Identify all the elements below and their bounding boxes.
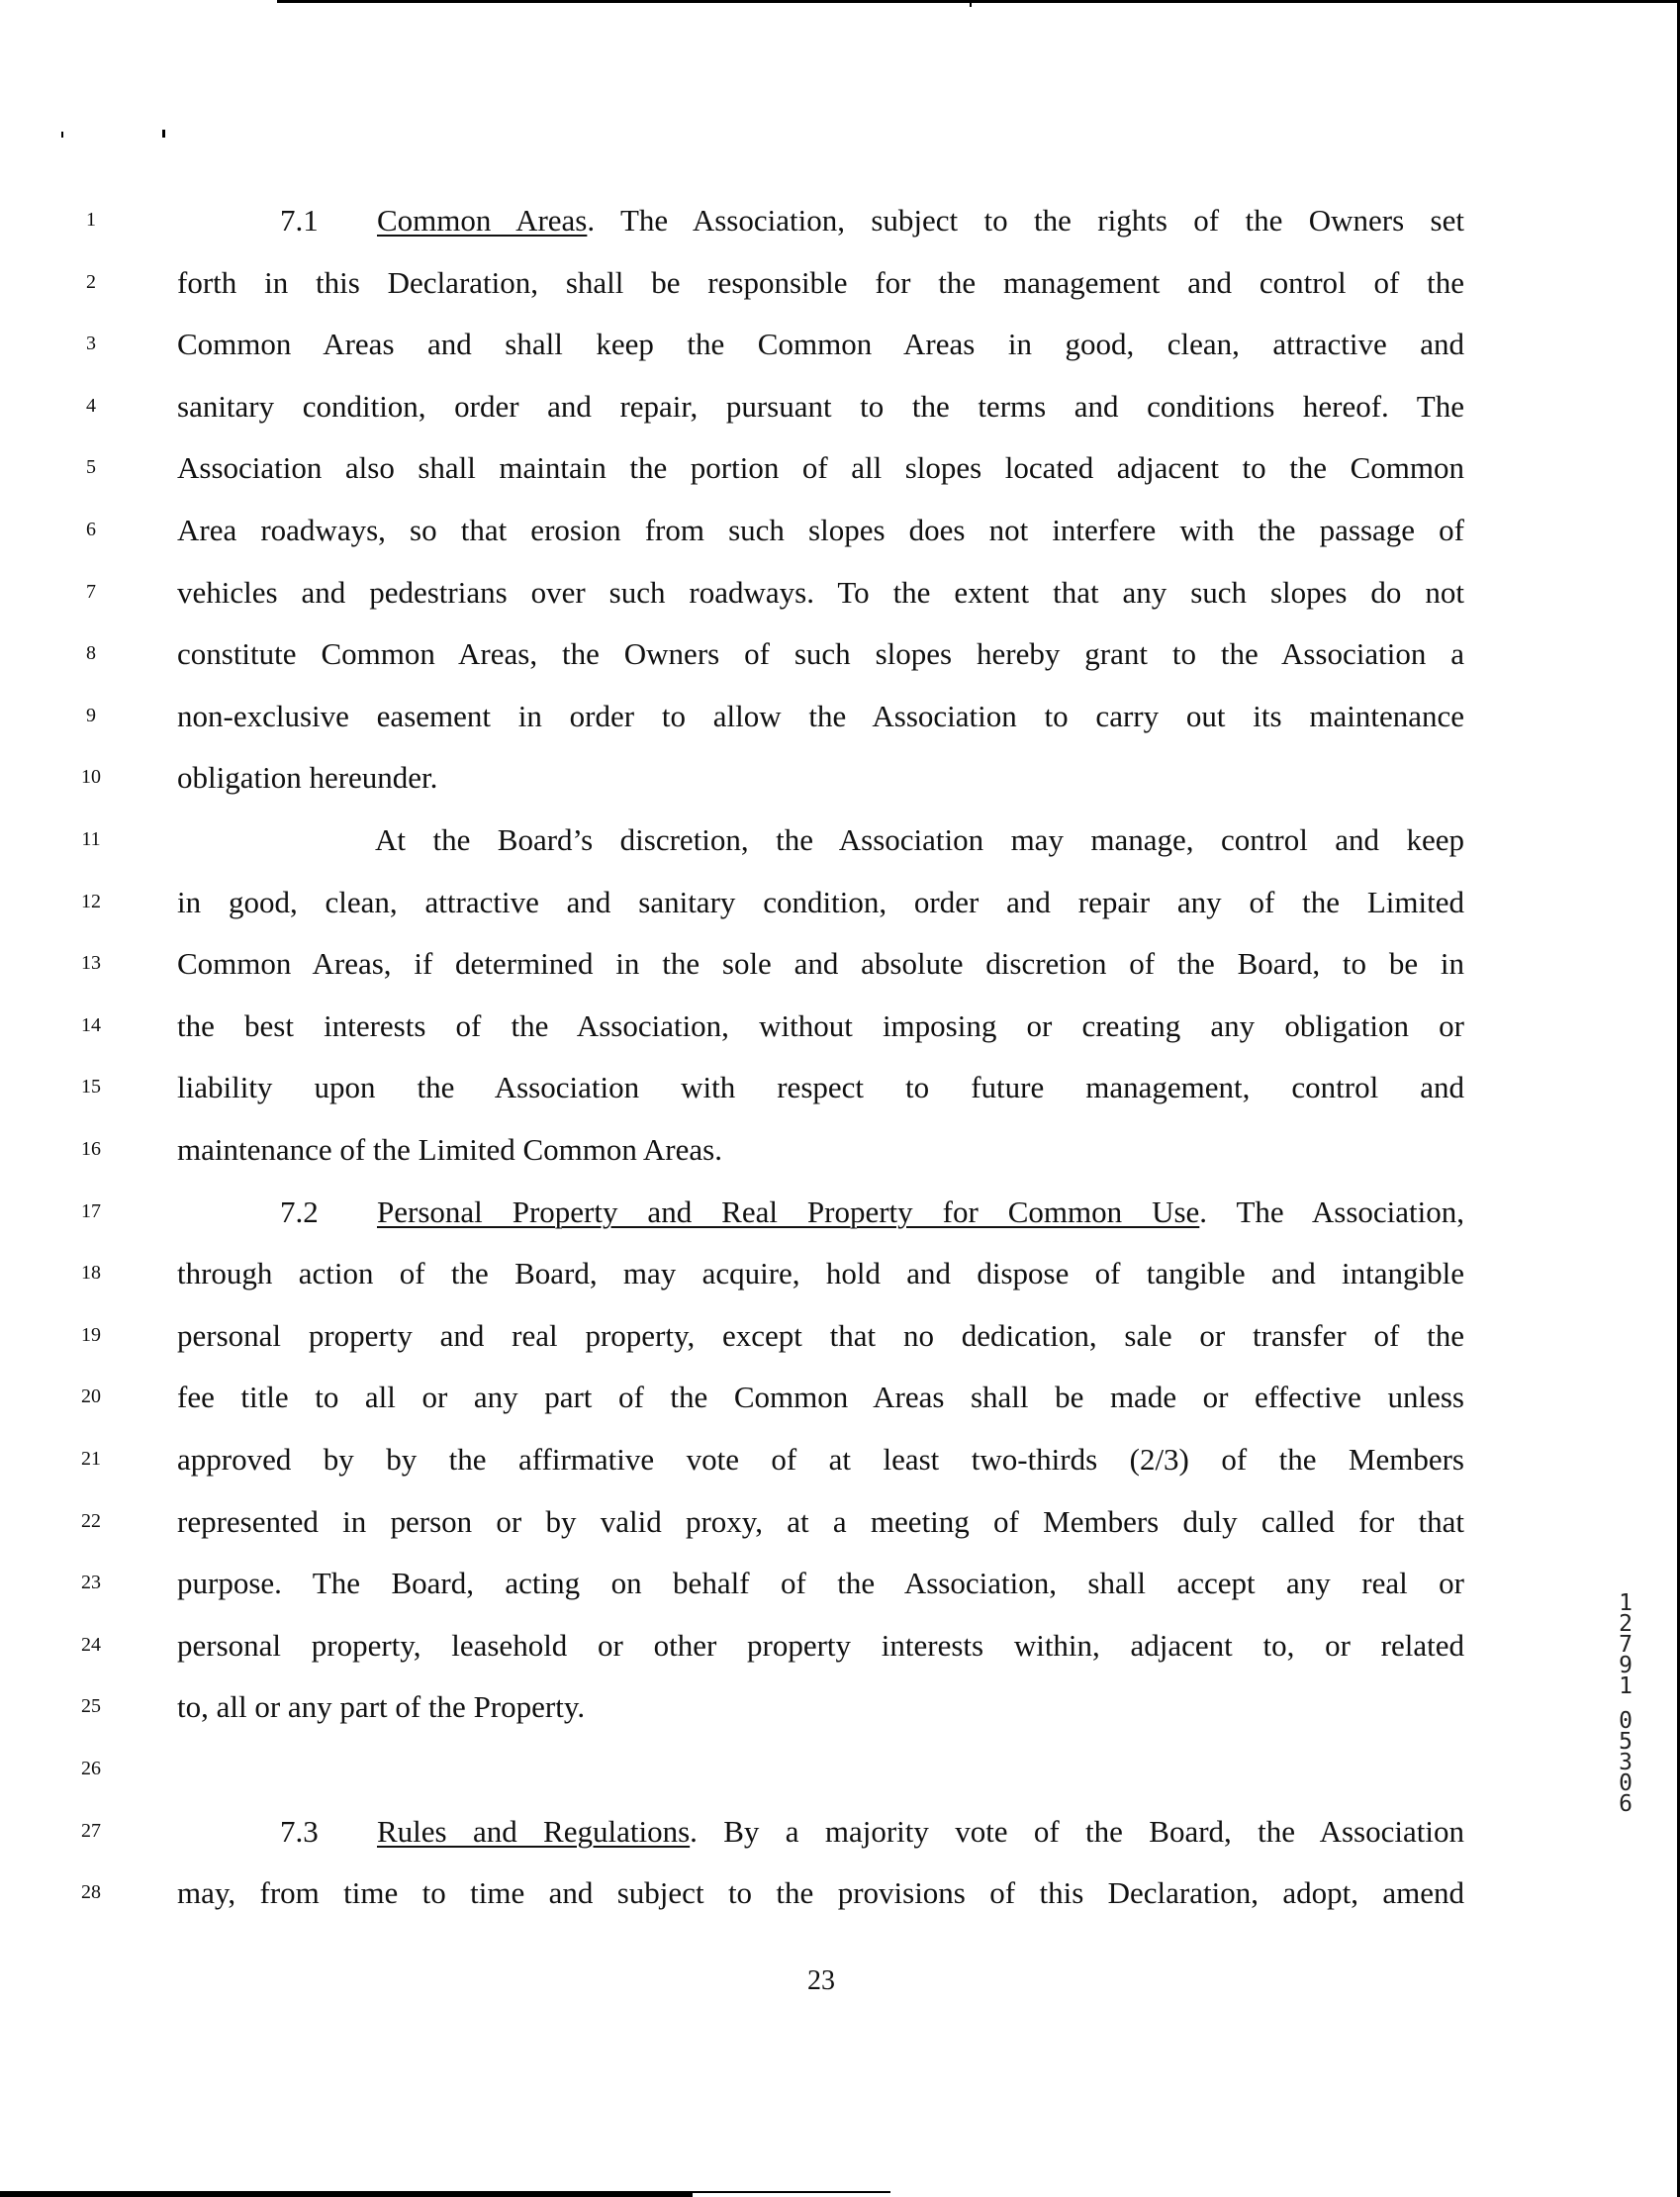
body-text-line: At the Board’s discretion, the Association may manage, control and keep [375, 822, 1464, 857]
body-text-line: Area roadways, so that erosion from such slopes does not interfere with the passage of [177, 513, 1464, 547]
body-text-line: forth in this Declaration, shall be responsible for the management and control of the [177, 265, 1464, 300]
section-heading-line [280, 1812, 1464, 1852]
body-text-line: in good, clean, attractive and sanitary condition, order and repair any of the Limited [177, 885, 1464, 919]
section-number: 7.3 [280, 1814, 319, 1849]
body-text-line: liability upon the Association with respect to future management, control and [177, 1070, 1464, 1104]
body-text-line: approved by by the affirmative vote of at least two-thirds (2/3) of the Members [177, 1442, 1464, 1477]
body-text-line: may, from time to time and subject to the provisions of this Declaration, adopt, amend [177, 1875, 1464, 1910]
section-title: Common Areas [377, 203, 588, 238]
section-title: Rules and Regulations [377, 1814, 691, 1849]
line-number: 18 [81, 1262, 101, 1284]
scan-speck [61, 132, 63, 138]
section-text: . The Association, subject to the rights of the Owners set [587, 203, 1464, 238]
stamp-digit: 1 [1619, 1590, 1633, 1616]
body-text-line: maintenance of the Limited Common Areas. [177, 1132, 722, 1167]
body-text-line: purpose. The Board, acting on behalf of the Association, shall accept any real or [177, 1566, 1464, 1600]
line-number: 14 [81, 1014, 101, 1036]
line-number: 3 [86, 333, 96, 354]
stamp-digit: 0 [1619, 1708, 1633, 1734]
scan-border-top [277, 0, 1680, 3]
section-heading-line [280, 201, 1464, 240]
body-text-line: the best interests of the Association, without imposing or creating any obligation or [177, 1008, 1464, 1043]
line-number: 19 [81, 1324, 101, 1346]
section-number: 7.2 [280, 1194, 319, 1229]
body-text-line: Common Areas, if determined in the sole and absolute discretion of the Board, to be in [177, 946, 1464, 981]
line-number: 11 [81, 828, 101, 850]
stamp-digit: 9 [1619, 1653, 1633, 1678]
stamp-digit: 0 [1619, 1770, 1633, 1796]
body-text-line: through action of the Board, may acquire, hold and dispose of tangible and intangible [177, 1256, 1464, 1290]
line-number: 17 [81, 1200, 101, 1222]
section-text: . The Association, [1199, 1194, 1465, 1229]
line-number: 28 [81, 1881, 101, 1903]
body-text-line: fee title to all or any part of the Common Areas shall be made or effective unless [177, 1380, 1464, 1414]
body-text-line: non-exclusive easement in order to allow the Association to carry out its maintenance [177, 699, 1464, 733]
stamp-digit: 2 [1619, 1611, 1633, 1637]
stamp-digit: 1 [1619, 1673, 1633, 1699]
body-text-line: obligation hereunder. [177, 760, 438, 795]
stamp-digit: 7 [1619, 1632, 1633, 1658]
line-number: 6 [86, 519, 96, 540]
line-number: 27 [81, 1820, 101, 1842]
body-text-line: sanitary condition, order and repair, pursuant to the terms and conditions hereof. The [177, 389, 1464, 424]
line-number: 4 [86, 395, 96, 417]
line-number: 12 [81, 891, 101, 912]
body-text-line: Common Areas and shall keep the Common Areas in good, clean, attractive and [177, 327, 1464, 361]
stamp-digit: 6 [1619, 1791, 1633, 1817]
stamp-digit: 5 [1619, 1729, 1633, 1755]
line-number: 1 [86, 209, 96, 231]
section-number: 7.1 [280, 203, 319, 238]
body-text-line: constitute Common Areas, the Owners of such slopes hereby grant to the Association a [177, 636, 1464, 671]
line-number: 22 [81, 1510, 101, 1532]
section-heading-line [280, 1193, 1464, 1232]
scan-border-bottom-thin [0, 2191, 890, 2193]
body-text-line: vehicles and pedestrians over such roadways. To the extent that any such slopes do not [177, 575, 1464, 610]
line-number: 23 [81, 1572, 101, 1593]
line-number: 9 [86, 705, 96, 726]
side-document-stamp [1613, 1590, 1638, 1817]
body-text-line: represented in person or by valid proxy, at a meeting of Members duly called for that [177, 1504, 1464, 1539]
line-number: 20 [81, 1385, 101, 1407]
line-number: 26 [81, 1758, 101, 1779]
line-number: 21 [81, 1448, 101, 1470]
line-number: 15 [81, 1076, 101, 1098]
stamp-digit: 3 [1619, 1750, 1633, 1775]
body-text-line: to, all or any part of the Property. [177, 1689, 586, 1724]
line-number: 13 [81, 952, 101, 974]
scan-border-top-tick [970, 3, 972, 7]
line-number: 24 [81, 1634, 101, 1656]
page-number: 23 [807, 1965, 835, 1996]
line-number: 10 [81, 766, 101, 788]
line-number: 7 [86, 581, 96, 603]
scan-border-bottom [0, 2193, 693, 2197]
scan-speck [162, 130, 165, 138]
line-number: 16 [81, 1138, 101, 1160]
line-number: 25 [81, 1695, 101, 1717]
section-text: . By a majority vote of the Board, the Association [690, 1814, 1464, 1849]
body-text-line: personal property, leasehold or other property interests within, adjacent to, or related [177, 1628, 1464, 1663]
body-text-line: Association also shall maintain the portion of all slopes located adjacent to the Common [177, 450, 1464, 485]
line-number: 8 [86, 642, 96, 664]
line-number: 2 [86, 271, 96, 293]
section-title: Personal Property and Real Property for Common Use [377, 1194, 1200, 1229]
body-text-line: personal property and real property, except that no dedication, sale or transfer of the [177, 1318, 1464, 1353]
line-number: 5 [86, 456, 96, 478]
